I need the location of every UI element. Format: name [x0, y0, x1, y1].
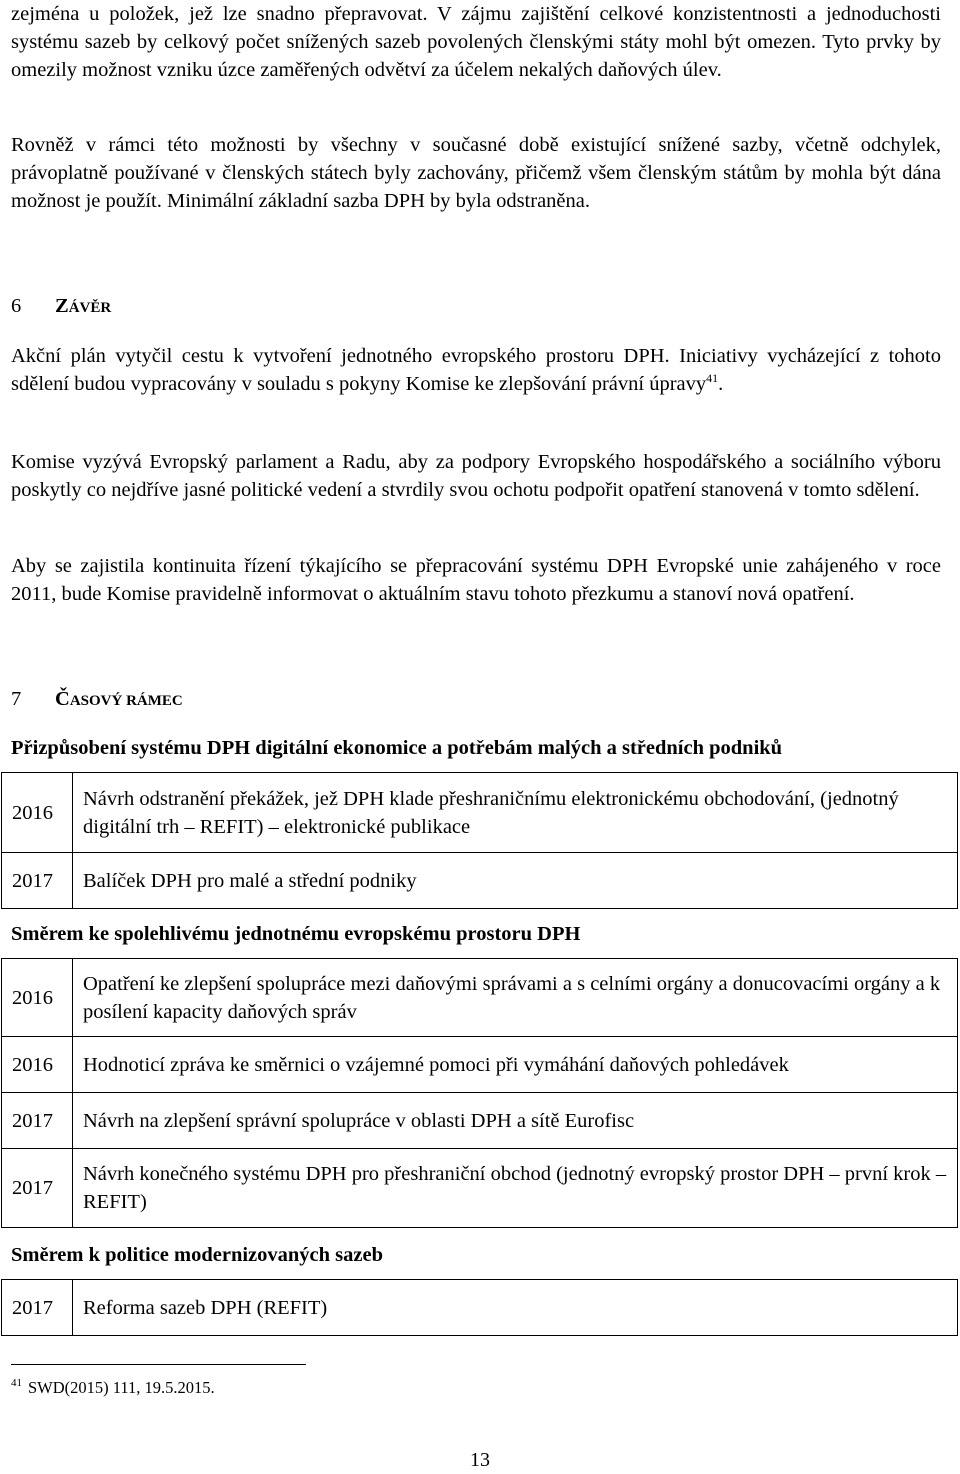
table-row — [2, 1280, 958, 1336]
timeline-year: 2016 — [2, 959, 73, 1037]
table-row — [2, 853, 958, 909]
timeline-item: Návrh na zlepšení správní spolupráce v oblasti DPH a sítě Eurofisc — [73, 1093, 958, 1149]
section-title-rest: ASOVÝ RÁMEC — [69, 693, 183, 709]
timeline-item: Hodnoticí zpráva ke směrnici o vzájemné pomoci při vymáhání daňových pohledávek — [73, 1037, 958, 1093]
page-number: 13 — [470, 1449, 490, 1471]
table-row — [2, 1149, 958, 1228]
section-title-rest: ÁVĚR — [68, 300, 112, 316]
timeline-year: 2017 — [2, 1280, 73, 1336]
paragraph-action-plan-text: Akční plán vytyčil cestu k vytvoření jednotného evropského prostoru DPH. Iniciativy vycházející z tohoto sdělení budou vypracovány v souladu s pokyny Komise ke zlepšování právní úpravy — [11, 345, 941, 395]
timeline-item: Návrh odstranění překážek, jež DPH klade přeshraničnímu elektronickému obchodování, (jednotný digitální trh – REFIT) – elektronické publikace — [73, 773, 958, 853]
timeline-group-title: Směrem k politice modernizovaných sazeb — [11, 1244, 383, 1266]
timeline-item: Balíček DPH pro malé a střední podniky — [73, 853, 958, 909]
timeline-year: 2017 — [2, 1149, 73, 1228]
section-title-initial: Č — [55, 688, 70, 710]
timeline-table-vat-area — [1, 958, 958, 1228]
paragraph-commission-call: Komise vyzývá Evropský parlament a Radu, aby za podpory Evropského hospodářského a sociálního výboru poskytly co nejdříve jasné politické vedení a stvrdily svou ochotu podpořit opatření stanovená v tomto sdělení. — [11, 451, 941, 501]
timeline-group-title: Přizpůsobení systému DPH digitální ekonomice a potřebám malých a středních podniků — [11, 737, 783, 759]
section-number: 6 — [11, 295, 22, 317]
timeline-item: Opatření ke zlepšení spolupráce mezi daňovými správami a s celními orgány a donucovacími orgány a k posílení kapacity daňových správ — [73, 959, 958, 1037]
section-title-initial: Z — [55, 295, 69, 317]
footnote-text: SWD(2015) 111, 19.5.2015. — [28, 1378, 215, 1397]
timeline-year: 2017 — [2, 1093, 73, 1149]
timeline-year: 2016 — [2, 773, 73, 853]
section-number: 7 — [11, 688, 22, 710]
timeline-item: Reforma sazeb DPH (REFIT) — [73, 1280, 958, 1336]
paragraph-rate-limits: zejména u položek, jež lze snadno přepravovat. V zájmu zajištění celkové konzistentnosti a jednoduchosti systému sazeb by celkový počet snížených sazeb povolených členskými státy mohl být omezen. Tyto prvky by omezily možnost vzniku úzce zaměřených odvětví za účelem nekalých daňových úlev. — [11, 3, 941, 81]
timeline-group-title: Směrem ke spolehlivému jednotnému evropskému prostoru DPH — [11, 923, 581, 945]
paragraph-action-plan — [11, 342, 941, 398]
section-heading-casovy-ramec — [11, 685, 941, 715]
table-row — [2, 1093, 958, 1149]
timeline-table-rates — [1, 1279, 958, 1336]
footnote-reference: 41 — [706, 371, 719, 385]
paragraph-action-plan-end: . — [718, 373, 724, 395]
paragraph-reduced-rates: Rovněž v rámci této možnosti by všechny v současné době existující snížené sazby, včetně odchylek, právoplatně používané v členských státech byly zachovány, přičemž všem členským státům by mohla být dána možnost je použít. Minimální základní sazba DPH by byla odstraněna. — [11, 134, 941, 212]
timeline-year: 2017 — [2, 853, 73, 909]
footnote — [11, 1376, 215, 1402]
table-row — [2, 773, 958, 853]
timeline-item: Návrh konečného systému DPH pro přeshraniční obchod (jednotný evropský prostor DPH – první krok – REFIT) — [73, 1149, 958, 1228]
footnote-number: 41 — [11, 1377, 22, 1389]
section-heading-zaver — [11, 292, 941, 322]
table-row — [2, 959, 958, 1037]
table-row — [2, 1037, 958, 1093]
paragraph-continuity: Aby se zajistila kontinuita řízení týkajícího se přepracování systému DPH Evropské unie zahájeného v roce 2011, bude Komise pravidelně informovat o aktuálním stavu tohoto přezkumu a stanoví nová opatření. — [11, 555, 941, 605]
footnote-separator — [11, 1364, 306, 1365]
timeline-year: 2016 — [2, 1037, 73, 1093]
timeline-table-digital — [1, 772, 958, 909]
